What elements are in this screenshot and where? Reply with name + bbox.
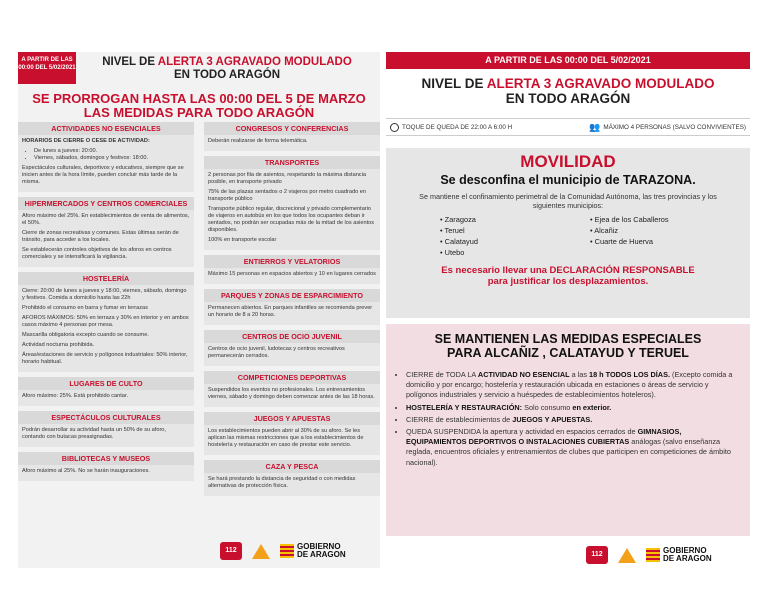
municipios-list [440, 214, 740, 258]
bullet-item: • De lunes a jueves: 20:00. [34, 148, 190, 155]
medidas-especiales-title: SE MANTIENEN LAS MEDIDAS ESPECIALES PARA ALCAÑIZ , CALATAYUD Y TERUEL [434, 332, 702, 360]
logos-right [586, 542, 750, 568]
medidas-especiales-section [386, 324, 750, 536]
section-paragraph: Suspendidos los eventos no profesionales. Los entrenamientos viernes, sábado y domingo deben comenzar antes de las 18 horas. [208, 387, 375, 400]
medida-text: a las [569, 370, 590, 379]
section-title: LUGARES DE CULTO [18, 377, 194, 390]
measure-section [204, 255, 380, 284]
extension-banner: SE PRORROGAN HASTA LAS 00:00 DEL 5 DE MARZO LAS MEDIDAS PARA TODO ARAGÓN [32, 91, 366, 120]
movilidad-section [386, 148, 750, 318]
section-body [204, 169, 380, 250]
curfew-info: TOQUE DE QUEDA DE 22:00 A 6:00 H [390, 123, 512, 132]
proteccion-civil-logo [252, 544, 270, 559]
section-title: COMPETICIONES DEPORTIVAS [204, 371, 380, 384]
measure-section [18, 411, 194, 447]
bullet-item: • Viernes, sábados, domingos y festivos: 18:00. [34, 155, 190, 162]
section-body [204, 135, 380, 151]
medida-item [406, 415, 740, 425]
tarazona-heading: Se desconfina el municipio de TARAZONA. [440, 173, 696, 187]
section-body [18, 135, 194, 192]
section-paragraph: Podrán desarrollar su actividad hasta un 50% de su aforo, contando con butacas preasignadas. [22, 427, 166, 440]
sos-112-logo: 112 [220, 542, 242, 560]
section-paragraph: Se establecerán controles objetivos de los aforos en centros comerciales y se intensificará la vigilancia. [22, 247, 172, 260]
aragon-flag-icon [646, 548, 660, 562]
section-title: BIBLIOTECAS Y MUSEOS [18, 452, 194, 465]
section-title: HOSTELERÍA [18, 272, 194, 285]
section-paragraph: Cierre: 20:00 de lunes a jueves y 18:00, viernes, sábado, domingo y festivos. Comida a domicilio hasta las 22h [22, 288, 187, 301]
section-paragraph: AFOROS MÁXIMOS: 50% en terraza y 30% en interior y en ambos casos máximo 4 personas por mesa. [22, 315, 189, 328]
people-icon: 👥 [589, 121, 601, 132]
section-body [18, 424, 194, 447]
medida-text: CIERRE de establecimientos de [406, 414, 513, 424]
medida-text: (Excepto comida a domicilio y por encargo; hostelería y restauración ubicada en estaciones o áreas de servicio y polígonos industriales y servicio a huéspedes de establecimientos hoteleros). [406, 370, 733, 400]
section-title: HIPERMERCADOS Y CENTROS COMERCIALES [18, 197, 194, 210]
section-paragraph: Máximo 15 personas en espacios abiertos y 10 en lugares cerrados [208, 271, 376, 277]
medida-text: en exterior. [572, 402, 612, 412]
gobierno-aragon-logo: GOBIERNO DE ARAGON [280, 543, 346, 559]
section-body [204, 425, 380, 455]
measure-section [18, 377, 194, 406]
section-paragraph: Áreas/estaciones de servicio y polígonos industriales: 50% interior, horario habitual. [22, 352, 188, 365]
medida-text: ACTIVIDAD NO ESENCIAL [477, 370, 570, 379]
alert-heading: NIVEL DE ALERTA 3 AGRAVADO MODULADO EN TODO ARAGÓN [102, 56, 352, 81]
measure-section [204, 371, 380, 407]
medidas-list [396, 370, 740, 468]
measure-section [204, 412, 380, 455]
confinement-text: Se mantiene el confinamiento perimetral de la Comunidad Autónoma, las tres provincias y los siguientes municipios: [419, 192, 717, 210]
municipio-item: • Alcañiz [590, 225, 740, 236]
measure-section [18, 197, 194, 267]
left-column-1 [18, 122, 194, 486]
section-paragraph: Aforo máximo al 25%. No se harán inauguraciones. [22, 468, 150, 474]
measure-section [204, 460, 380, 496]
section-body [18, 285, 194, 372]
medida-item [406, 370, 740, 401]
medida-text: QUEDA SUSPENDIDA la apertura y actividad en espacios cerrados de [406, 427, 638, 437]
bullet-list [34, 148, 190, 162]
municipio-item: • Zaragoza [440, 214, 590, 225]
section-paragraph: Prohibido el consumo en barra y fumar en terrazas [22, 305, 148, 311]
section-body [204, 473, 380, 496]
proteccion-civil-logo [618, 548, 636, 563]
section-paragraph: Actividad nocturna prohibida. [22, 342, 95, 348]
date-badge: A PARTIR DE LAS 00:00 DEL 5/02/2021 [18, 52, 76, 84]
date-bar: A PARTIR DE LAS 00:00 DEL 5/02/2021 [386, 52, 750, 69]
municipio-item: • Teruel [440, 225, 590, 236]
section-title: ACTIVIDADES NO ESENCIALES [18, 122, 194, 135]
clock-icon [390, 123, 399, 132]
measure-section [204, 156, 380, 250]
section-paragraph: Centros de ocio juvenil, ludotecas y centros recreativos permanecerán cerrados. [208, 346, 345, 359]
movilidad-title: MOVILIDAD [520, 152, 616, 171]
gobierno-aragon-logo: GOBIERNO DE ARAGON [646, 547, 712, 563]
left-panel [18, 52, 380, 568]
info-strip [386, 118, 750, 136]
medida-text: 18 h TODOS LOS DÍAS. [589, 370, 670, 379]
section-body [204, 302, 380, 325]
measure-section [18, 452, 194, 481]
section-intro: HORARIOS DE CIERRE O CESE DE ACTIVIDAD: [22, 138, 150, 144]
measure-section [18, 272, 194, 372]
medida-text: JUEGOS Y APUESTAS. [512, 414, 593, 424]
alert-heading-right: NIVEL DE ALERTA 3 AGRAVADO MODULADO EN TODO ARAGÓN [421, 76, 715, 106]
section-paragraph: Transporte público regular, discrecional y privado complementario de viajeros en autobús en los que todos los ocupantes deban ir sentados, no podrán ser ocupadas más de la mitad de los asientos disponibles. [208, 206, 375, 233]
section-body [204, 384, 380, 407]
medida-text: CIERRE de TODA LA [406, 370, 478, 379]
left-column-2 [204, 122, 380, 501]
medida-text: GIMNASIOS, EQUIPAMIENTOS DEPORTIVOS O INSTALACIONES CUBIERTAS [406, 427, 682, 447]
section-paragraph: Deberán realizarse de forma telemática. [208, 138, 308, 144]
section-paragraph: 2 personas por fila de asientos, respetando la máxima distancia posible, en transporte privado [208, 172, 366, 185]
section-paragraph: Espectáculos culturales, deportivos y educativos, siempre que se inicien antes de la hora límite, pueden concluir más tarde de la misma. [22, 165, 184, 185]
section-paragraph: 100% en transporte escolar [208, 237, 277, 243]
section-body [204, 268, 380, 284]
section-body [18, 465, 194, 481]
section-paragraph: Los establecimientos pueden abrir al 30% de su aforo. Se les aplican las mismas restricciones que a los establecimientos de hostelería y restauración en caso de prestar este servicio. [208, 428, 364, 448]
section-paragraph: Permanecen abiertos. En parques infantiles se recomienda prever un horario de 8 a 20 horas. [208, 305, 373, 318]
medida-item [406, 427, 740, 468]
measure-section [18, 122, 194, 192]
measure-section [204, 122, 380, 151]
section-title: CENTROS DE OCIO JUVENIL [204, 330, 380, 343]
medida-item [406, 403, 740, 413]
section-body [18, 390, 194, 406]
medida-text: análogas (salvo enseñanza reglada, encuentros oficiales y entrenamientos de clubes que participen en competiciones de ámbito nacional). [406, 437, 731, 467]
section-title: CONGRESOS Y CONFERENCIAS [204, 122, 380, 135]
aragon-flag-icon [280, 544, 294, 558]
municipio-item: • Ejea de los Caballeros [590, 214, 740, 225]
section-body [204, 343, 380, 366]
measure-section [204, 289, 380, 325]
sos-112-logo: 112 [586, 546, 608, 564]
section-body [18, 210, 194, 267]
declaracion-note: Es necesario llevar una DECLARACIÓN RESPONSABLE para justificar los desplazamientos. [441, 265, 695, 287]
municipio-item: • Utebo [440, 247, 590, 258]
logos-left [204, 538, 380, 564]
section-title: ENTIERROS Y VELATORIOS [204, 255, 380, 268]
section-paragraph: Aforo máximo: 25%. Está prohibido cantar. [22, 393, 129, 399]
right-panel [386, 52, 750, 568]
section-title: TRANSPORTES [204, 156, 380, 169]
section-paragraph: Cierre de zonas recreativas y comunes. Estas últimas serán de tránsito, para acceder a los locales. [22, 230, 179, 243]
medida-text: Solo consumo [522, 402, 573, 412]
municipio-item: • Calatayud [440, 236, 590, 247]
section-title: CAZA Y PESCA [204, 460, 380, 473]
section-paragraph: Se hará prestando la distancia de seguridad o con medidas alternativas de protección física. [208, 476, 356, 489]
medida-text: HOSTELERÍA Y RESTAURACIÓN: [406, 402, 523, 412]
section-paragraph: Mascarilla obligatoria excepto cuando se consume. [22, 332, 149, 338]
max-people-info: 👥 MÁXIMO 4 PERSONAS (SALVO CONVIVIENTES) [589, 121, 746, 132]
section-title: JUEGOS Y APUESTAS [204, 412, 380, 425]
section-title: ESPECTÁCULOS CULTURALES [18, 411, 194, 424]
measure-section [204, 330, 380, 366]
municipio-item: • Cuarte de Huerva [590, 236, 740, 247]
section-title: PARQUES Y ZONAS DE ESPARCIMIENTO [204, 289, 380, 302]
section-paragraph: 75% de las plazas sentados o 2 viajeros por metro cuadrado en transporte público [208, 189, 366, 202]
section-paragraph: Aforo máximo del 25%. En establecimientos de venta de alimentos, el 50%. [22, 213, 190, 226]
